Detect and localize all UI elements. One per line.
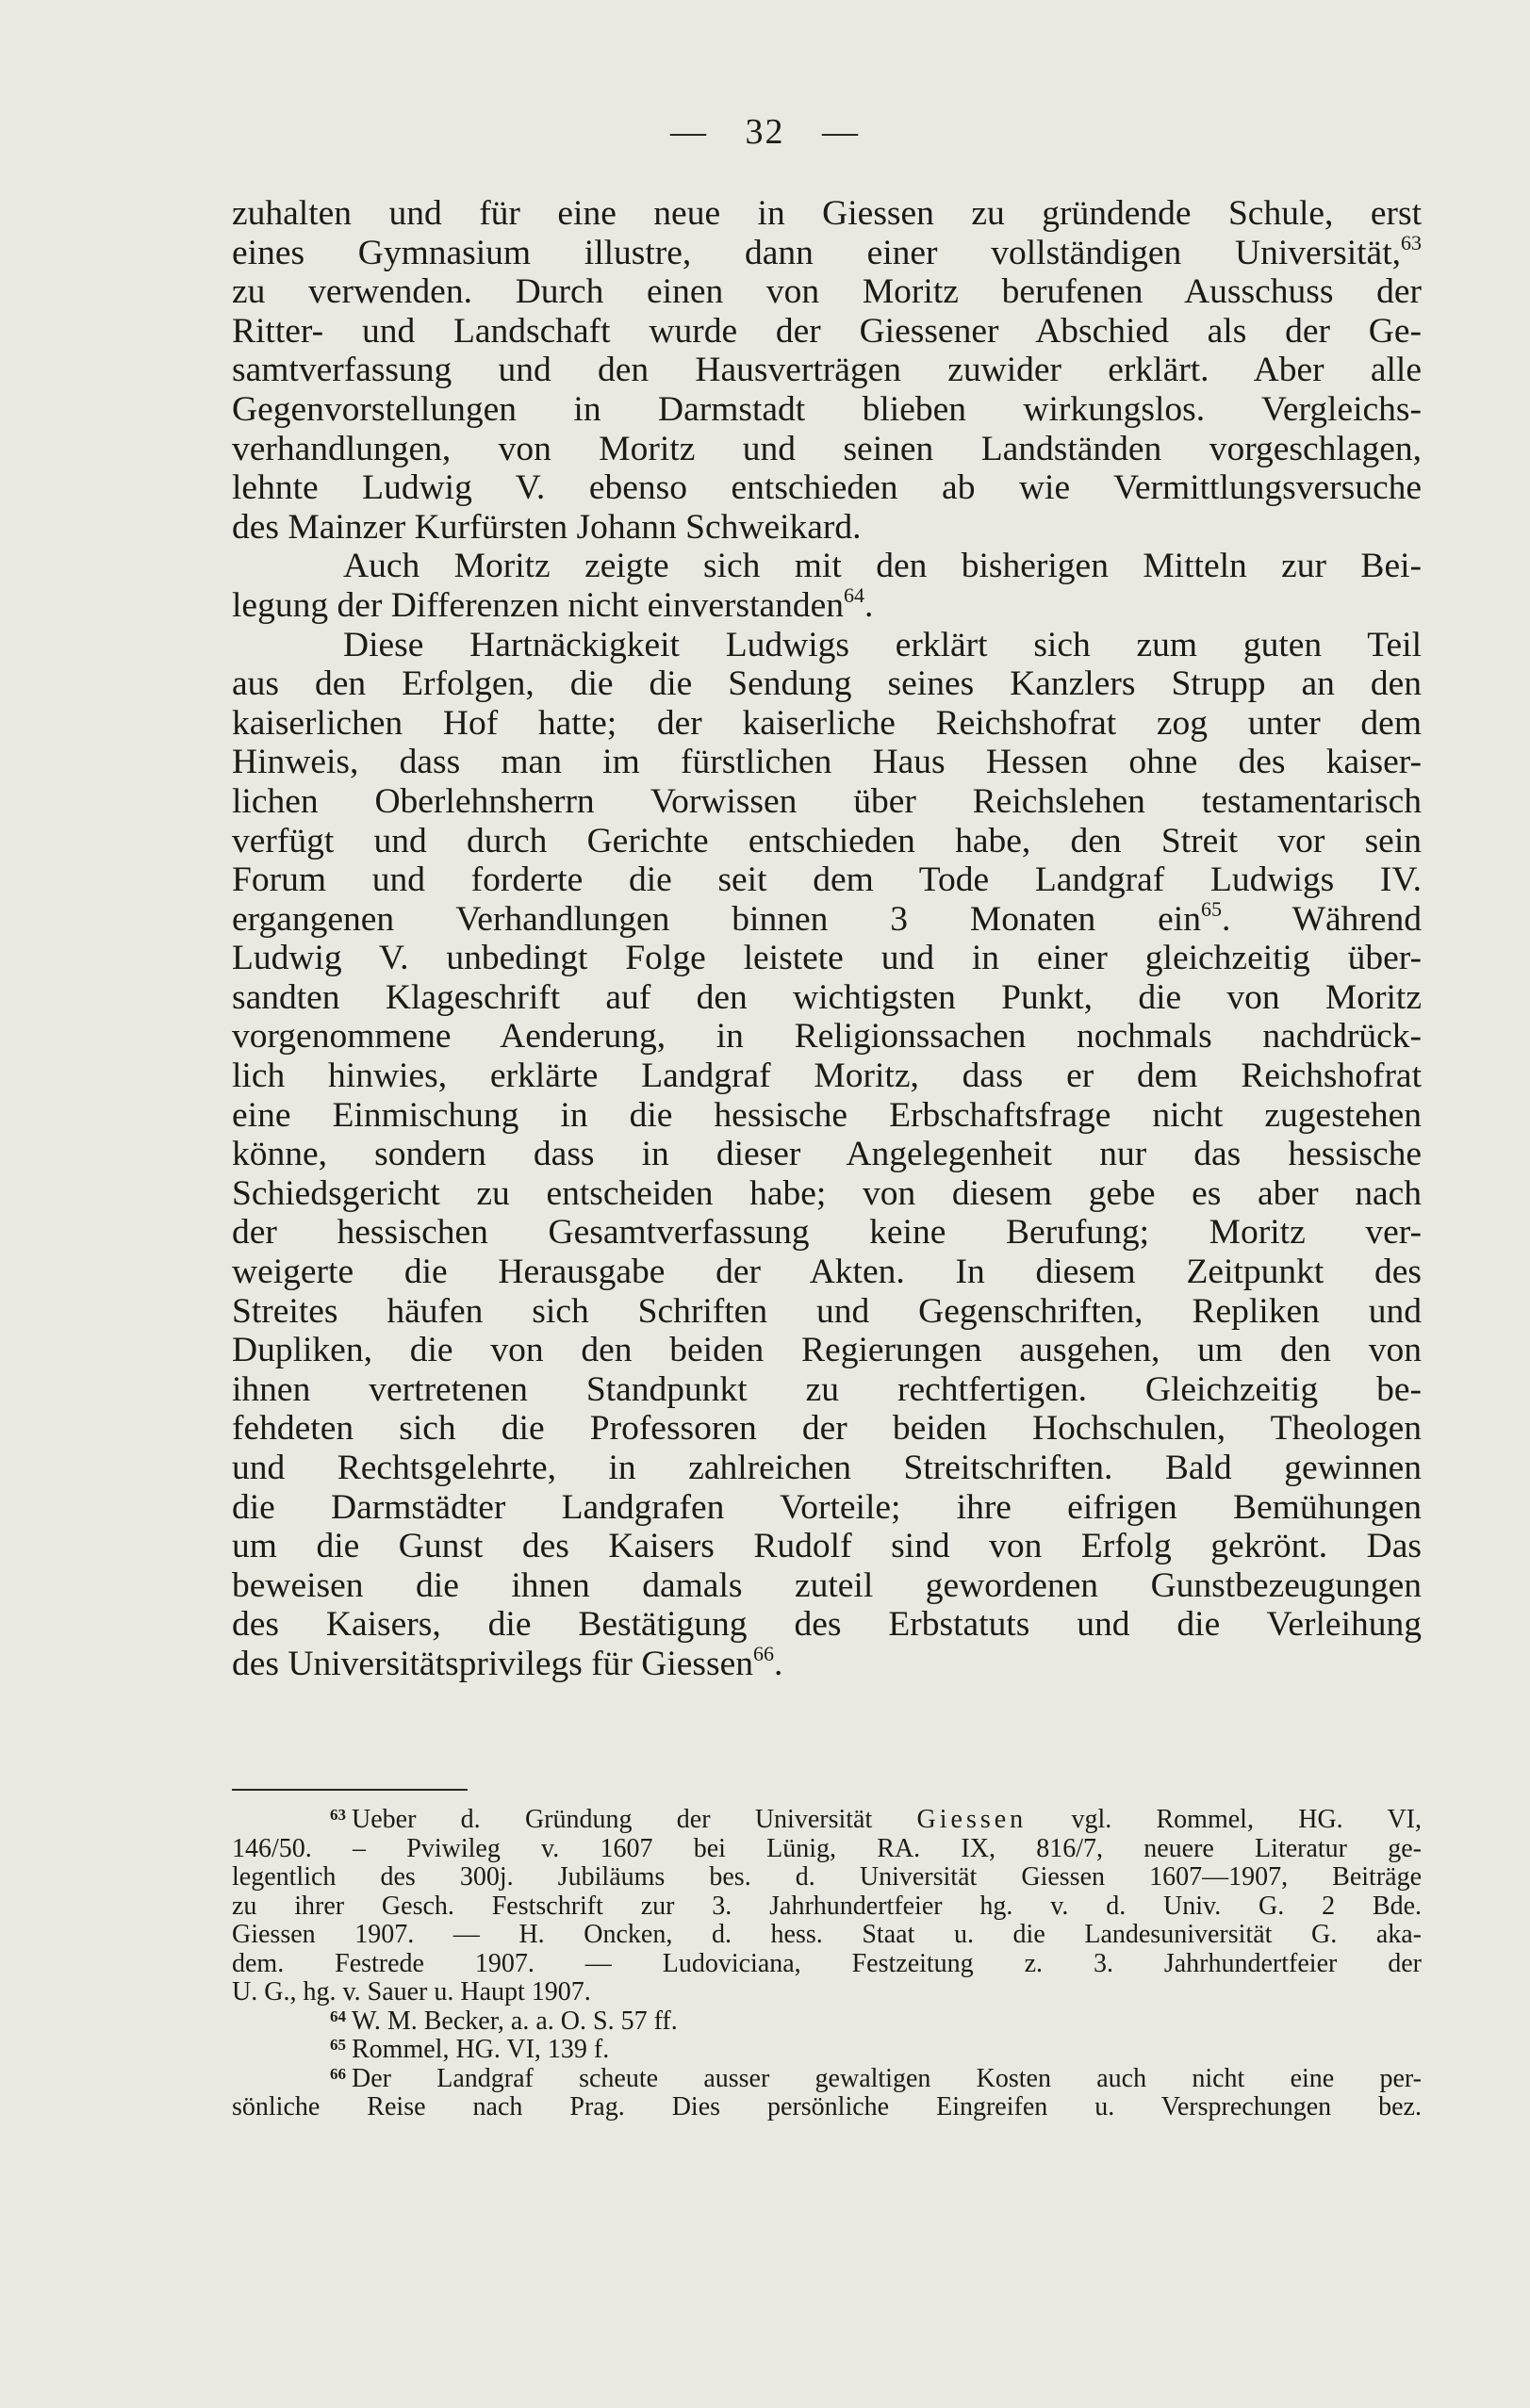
footnote-text: Ueber d. Gründung der Universität [352, 1805, 917, 1834]
text-line [232, 468, 1422, 508]
text-line [232, 664, 1422, 704]
text-line [232, 1331, 1422, 1370]
footnote-text: dem. Festrede 1907. — Ludoviciana, Festzeitung z. 3. Jahrhundertfeier der [232, 1948, 1422, 1978]
text-line [232, 1641, 1422, 1684]
footnote-text: Der Landgraf scheute ausser gewaltigen Kosten auch nicht eine per- [352, 2063, 1422, 2093]
line-text-after: . [864, 585, 874, 625]
text-line [232, 312, 1422, 352]
line-text: vorgenommene Aenderung, in Religionssachen nochmals nachdrück- [232, 1017, 1422, 1057]
line-text: fehdeten sich die Professoren der beiden Hochschulen, Theologen [232, 1409, 1422, 1449]
line-text: Ludwig V. unbedingt Folge leistete und in einer gleichzeitig über- [232, 939, 1422, 978]
footnote-line [232, 2007, 1422, 2037]
footnote-line [232, 1950, 1422, 1979]
text-line [232, 1605, 1422, 1645]
header-dash-right: — [822, 112, 860, 152]
footnote-number: 63 [330, 1806, 346, 1824]
line-text: um die Gunst des Kaisers Rudolf sind von Erfolg gekrönt. Das [232, 1527, 1422, 1566]
text-line [232, 230, 1422, 273]
main-text-block [232, 194, 1422, 1684]
text-line [232, 272, 1422, 312]
line-text: samtverfassung und den Hausverträgen zuwider erklärt. Aber alle [232, 351, 1422, 390]
text-line [232, 626, 1422, 665]
footnotes-block [232, 1806, 1422, 2122]
line-text: Schiedsgericht zu entscheiden habe; von diesem gebe es aber nach [232, 1173, 1422, 1213]
footnote-reference: 65 [1200, 896, 1222, 921]
text-line [232, 1566, 1422, 1606]
page-header [0, 111, 1530, 153]
line-text: Ritter- und Landschaft wurde der Giessener Abschied als der Ge- [232, 311, 1422, 351]
line-text: Streites häufen sich Schriften und Gegenschriften, Repliken und [232, 1291, 1422, 1331]
footnote-separator [232, 1789, 468, 1791]
text-line [232, 704, 1422, 744]
footnote-line [232, 1921, 1422, 1950]
line-text: Hinweis, dass man im fürstlichen Haus Hessen ohne des kaiser- [232, 743, 1422, 782]
line-text: Forum und forderte die seit dem Tode Landgraf Ludwigs IV. [232, 860, 1422, 900]
footnote-line [232, 2093, 1422, 2122]
line-text: des Kaisers, die Bestätigung des Erbstatuts und die Verleihung [232, 1605, 1422, 1645]
line-text: und Rechtsgelehrte, in zahlreichen Streitschriften. Bald gewinnen [232, 1449, 1422, 1487]
line-text: zu verwenden. Durch einen von Moritz berufenen Ausschuss der [232, 272, 1422, 312]
line-text: lichen Oberlehnsherrn Vorwissen über Reichslehen testamentarisch [232, 781, 1422, 821]
text-line [232, 1488, 1422, 1528]
footnote-text: Rommel, HG. VI, 139 f. [352, 2035, 610, 2064]
line-text: legung der Differenzen nicht einverstanden [232, 585, 845, 625]
line-text: sandten Klageschrift auf den wichtigsten Punkt, die von Moritz [232, 977, 1422, 1017]
line-text: weigerte die Herausgabe der Akten. In diesem Zeitpunkt des [232, 1253, 1422, 1292]
text-line [232, 547, 1422, 586]
footnote-text: zu ihrer Gesch. Festschrift zur 3. Jahrhundertfeier hg. v. d. Univ. G. 2 Bde. [232, 1891, 1422, 1921]
footnote-number: 64 [330, 2007, 346, 2025]
footnote-reference: 63 [1401, 230, 1422, 254]
text-line [232, 782, 1422, 822]
text-line [232, 194, 1422, 234]
line-text: könne, sondern dass in dieser Angelegenheit nur das hessische [232, 1135, 1422, 1174]
line-text: der hessischen Gesamtverfassung keine Berufung; Moritz ver- [232, 1213, 1422, 1253]
footnote-number: 65 [330, 2036, 346, 2054]
text-line [232, 978, 1422, 1018]
text-line [232, 1096, 1422, 1136]
header-dash-left: — [670, 112, 708, 152]
line-text: ihnen vertretenen Standpunkt zu rechtfertigen. Gleichzeitig be- [232, 1369, 1422, 1409]
footnote-text: W. M. Becker, a. a. O. S. 57 ff. [352, 2006, 678, 2036]
footnote-line [232, 1892, 1422, 1922]
text-line [232, 1527, 1422, 1566]
footnote-line [232, 1863, 1422, 1892]
line-text: verhandlungen, von Moritz und seinen Landständen vorgeschlagen, [232, 429, 1422, 468]
line-text: Diese Hartnäckigkeit Ludwigs erklärt sich zum guten Teil [343, 625, 1422, 664]
line-text: des Universitätsprivilegs für Giessen [232, 1644, 754, 1683]
footnote-line [232, 1835, 1422, 1864]
footnote-text-after: vgl. Rommel, HG. VI, [1027, 1805, 1422, 1834]
text-line [232, 1174, 1422, 1214]
line-text: des Mainzer Kurfürsten Johann Schweikard. [232, 507, 862, 547]
line-text: Gegenvorstellungen in Darmstadt blieben wirkungslos. Vergleichs- [232, 389, 1422, 429]
line-text-after: . [774, 1644, 783, 1683]
text-line [232, 1017, 1422, 1057]
line-text: Auch Moritz zeigte sich mit den bisherigen Mitteln zur Bei- [343, 547, 1422, 586]
footnote-text: Giessen 1907. — H. Oncken, d. hess. Staat u. die Landesuniversität G. aka- [232, 1920, 1422, 1949]
footnote-text: 146/50. – Pviwileg v. 1607 bei Lünig, RA. IX, 816/7, neuere Literatur ge- [232, 1833, 1422, 1863]
page-number: 32 [745, 112, 785, 152]
footnote-line [232, 2036, 1422, 2065]
text-line [232, 743, 1422, 782]
line-text: lehnte Ludwig V. ebenso entschieden ab wie Vermittlungsversuche [232, 468, 1422, 508]
text-line [232, 430, 1422, 469]
footnote-line [232, 1978, 1422, 2007]
line-text: die Darmstädter Landgrafen Vorteile; ihre eifrigen Bemühungen [232, 1487, 1422, 1527]
text-line [232, 1057, 1422, 1096]
line-text: eines Gymnasium illustre, dann einer vollständigen Universität, [232, 233, 1401, 272]
text-line [232, 508, 1422, 548]
text-line [232, 1135, 1422, 1174]
line-text: eine Einmischung in die hessische Erbschaftsfrage nicht zugestehen [232, 1095, 1422, 1135]
text-line [232, 1449, 1422, 1488]
text-line [232, 390, 1422, 430]
line-text: aus den Erfolgen, die die Sendung seines Kanzlers Strupp an den [232, 664, 1422, 704]
line-text: lich hinwies, erklärte Landgraf Moritz, dass er dem Reichshofrat [232, 1057, 1422, 1096]
text-line [232, 1253, 1422, 1292]
line-text: zuhalten und für eine neue in Giessen zu gründende Schule, erst [232, 194, 1422, 233]
footnote-text: legentlich des 300j. Jubiläums bes. d. Universität Giessen 1607—1907, Beiträge [232, 1862, 1422, 1892]
text-line [232, 1213, 1422, 1253]
footnote-line [232, 2065, 1422, 2094]
line-text: verfügt und durch Gerichte entschieden habe, den Streit vor sein [232, 821, 1422, 860]
line-text: ergangenen Verhandlungen binnen 3 Monaten ein [232, 899, 1201, 939]
footnote-text: sönliche Reise nach Prag. Dies persönliche Eingreifen u. Versprechungen bez. [232, 2092, 1422, 2121]
text-line [232, 351, 1422, 390]
line-text: Dupliken, die von den beiden Regierungen ausgehen, um den von [232, 1331, 1422, 1370]
text-line [232, 1292, 1422, 1332]
text-line [232, 896, 1422, 940]
footnote-reference: 64 [844, 582, 865, 607]
line-text: kaiserlichen Hof hatte; der kaiserliche Reichshofrat zog unter dem [232, 703, 1422, 743]
text-line [232, 939, 1422, 978]
footnote-reference: 66 [753, 1641, 775, 1665]
line-text-after: . Während [1221, 899, 1422, 939]
text-line [232, 582, 1422, 626]
footnote-text: U. G., hg. v. Sauer u. Haupt 1907. [232, 1977, 591, 2007]
text-line [232, 860, 1422, 900]
text-line [232, 1370, 1422, 1410]
footnote-text-spaced: Giessen [916, 1805, 1028, 1834]
text-line [232, 822, 1422, 861]
text-line [232, 1409, 1422, 1449]
line-text: beweisen die ihnen damals zuteil gewordenen Gunstbezeugungen [232, 1565, 1422, 1605]
footnote-number: 66 [330, 2064, 346, 2083]
footnote-line [232, 1806, 1422, 1835]
